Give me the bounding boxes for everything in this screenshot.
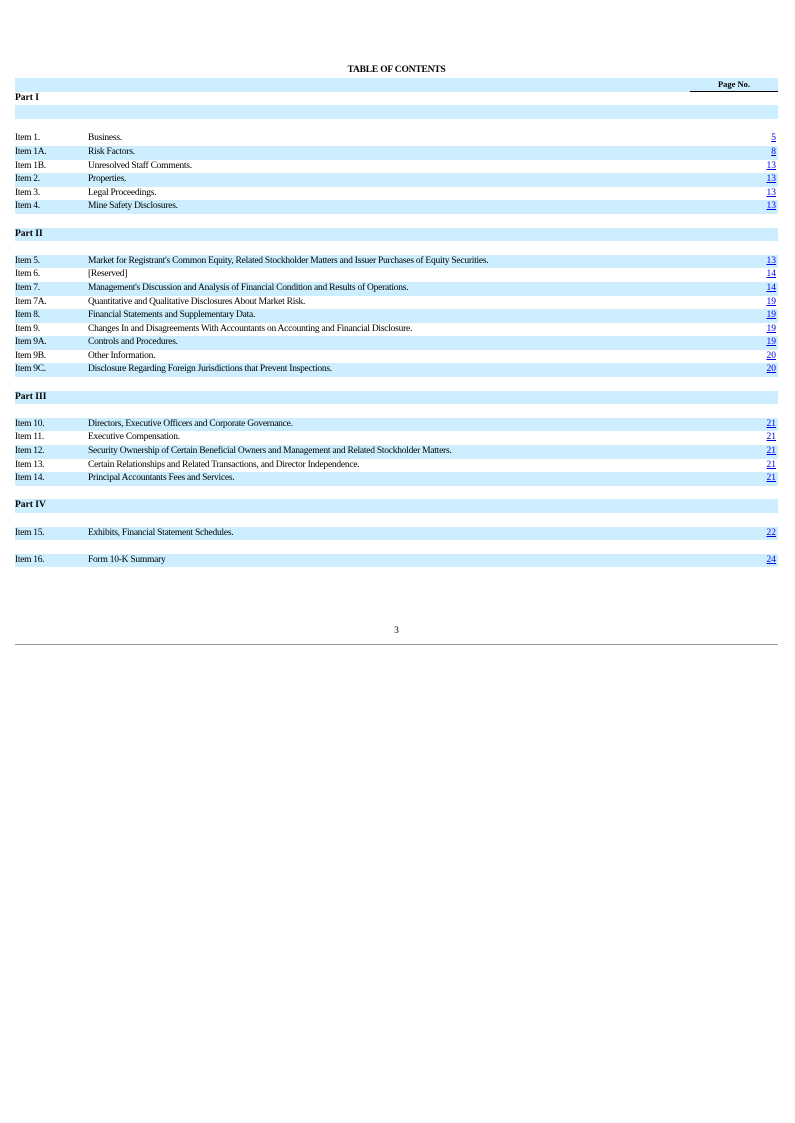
- page-link[interactable]: 21: [766, 418, 776, 429]
- item-description: Unresolved Staff Comments.: [88, 160, 192, 171]
- page-header-row: [15, 78, 778, 92]
- toc-row: [15, 418, 778, 432]
- item-description: Certain Relationships and Related Transactions, and Director Independence.: [88, 459, 360, 470]
- page-link[interactable]: 20: [766, 350, 776, 361]
- item-number: Item 4.: [15, 201, 40, 212]
- item-number: Item 12.: [15, 446, 45, 457]
- page-no-header: Page No.: [690, 78, 778, 92]
- part-heading-row: [15, 499, 778, 513]
- spacer-row: [15, 404, 778, 418]
- item-description: Management's Discussion and Analysis of Financial Condition and Results of Operations.: [88, 282, 409, 293]
- toc-row: [15, 459, 778, 473]
- spacer-row: [15, 214, 778, 228]
- page-link[interactable]: 13: [766, 160, 776, 171]
- toc-row: [15, 296, 778, 310]
- item-number: Item 7.: [15, 282, 40, 293]
- toc-row: [15, 160, 778, 174]
- page-link[interactable]: 14: [766, 269, 776, 280]
- part-heading: Part III: [15, 391, 47, 402]
- toc-row: [15, 350, 778, 364]
- toc-row: [15, 282, 778, 296]
- item-number: Item 9A.: [15, 337, 47, 348]
- page-link[interactable]: 22: [766, 527, 776, 538]
- toc-row: [15, 187, 778, 201]
- page-link[interactable]: 19: [766, 296, 776, 307]
- toc-row: [15, 268, 778, 282]
- item-number: Item 2.: [15, 174, 40, 185]
- page-link[interactable]: 20: [766, 364, 776, 375]
- page-link[interactable]: 8: [771, 146, 776, 157]
- toc-row: [15, 431, 778, 445]
- page-link[interactable]: 21: [766, 459, 776, 470]
- page-link[interactable]: 13: [766, 174, 776, 185]
- toc-row: [15, 527, 778, 541]
- toc-row: [15, 472, 778, 486]
- item-description: Business.: [88, 133, 122, 144]
- toc-table: [15, 78, 778, 567]
- page-link[interactable]: 19: [766, 323, 776, 334]
- part-heading: Part IV: [15, 500, 46, 511]
- item-number: Item 3.: [15, 187, 40, 198]
- spacer-row: [15, 377, 778, 391]
- item-description: Quantitative and Qualitative Disclosures About Market Risk.: [88, 296, 306, 307]
- part-heading-row: [15, 391, 778, 405]
- item-description: Disclosure Regarding Foreign Jurisdictions that Prevent Inspections.: [88, 364, 332, 375]
- toc-row: [15, 363, 778, 377]
- spacer-row: [15, 119, 778, 133]
- page-link[interactable]: 21: [766, 473, 776, 484]
- item-description: Risk Factors.: [88, 146, 135, 157]
- toc-title: TABLE OF CONTENTS: [347, 65, 446, 75]
- item-number: Item 1.: [15, 133, 40, 144]
- part-heading-row: [15, 92, 778, 106]
- item-description: Security Ownership of Certain Beneficial Owners and Management and Related Stockholder Matters.: [88, 446, 452, 457]
- spacer-row: [15, 105, 778, 119]
- page-link[interactable]: 13: [766, 187, 776, 198]
- item-description: Legal Proceedings.: [88, 187, 157, 198]
- page-link[interactable]: 14: [766, 282, 776, 293]
- toc-row: [15, 309, 778, 323]
- page-link[interactable]: 24: [766, 554, 776, 565]
- toc-row: [15, 554, 778, 568]
- item-description: Properties.: [88, 174, 127, 185]
- item-description: Mine Safety Disclosures.: [88, 201, 178, 212]
- item-number: Item 9B.: [15, 350, 46, 361]
- item-description: Controls and Procedures.: [88, 337, 178, 348]
- item-number: Item 15.: [15, 527, 45, 538]
- item-description: Principal Accountants Fees and Services.: [88, 473, 235, 484]
- toc-row: [15, 132, 778, 146]
- page-link[interactable]: 5: [771, 133, 776, 144]
- item-number: Item 11.: [15, 432, 44, 443]
- page-link[interactable]: 13: [766, 255, 776, 266]
- part-heading: Part I: [15, 92, 40, 103]
- item-number: Item 1A.: [15, 146, 47, 157]
- spacer-row: [15, 486, 778, 500]
- page-link[interactable]: 21: [766, 432, 776, 443]
- page-divider: [15, 644, 778, 645]
- item-description: Exhibits, Financial Statement Schedules.: [88, 527, 234, 538]
- toc-row: [15, 200, 778, 214]
- toc-row: [15, 173, 778, 187]
- item-description: Other Information.: [88, 350, 156, 361]
- item-description: Changes In and Disagreements With Accountants on Accounting and Financial Disclosure.: [88, 323, 413, 334]
- spacer-row: [15, 540, 778, 554]
- toc-row: [15, 255, 778, 269]
- item-description: Financial Statements and Supplementary Data.: [88, 310, 256, 321]
- item-number: Item 6.: [15, 269, 40, 280]
- page-link[interactable]: 21: [766, 446, 776, 457]
- part-heading-row: [15, 228, 778, 242]
- page-link[interactable]: 19: [766, 310, 776, 321]
- spacer-row: [15, 241, 778, 255]
- item-number: Item 9C.: [15, 364, 46, 375]
- item-number: Item 14.: [15, 473, 45, 484]
- item-description: [Reserved]: [88, 269, 128, 280]
- toc-row: [15, 146, 778, 160]
- page-link[interactable]: 13: [766, 201, 776, 212]
- item-description: Market for Registrant's Common Equity, Related Stockholder Matters and Issuer Purchases of Equity Securities.: [88, 255, 489, 266]
- item-number: Item 9.: [15, 323, 40, 334]
- item-description: Executive Compensation.: [88, 432, 180, 443]
- item-description: Directors, Executive Officers and Corporate Governance.: [88, 418, 293, 429]
- spacer-row: [15, 513, 778, 527]
- toc-row: [15, 323, 778, 337]
- item-description: Form 10-K Summary: [88, 554, 166, 565]
- item-number: Item 7A.: [15, 296, 47, 307]
- part-heading: Part II: [15, 228, 43, 239]
- item-number: Item 8.: [15, 310, 40, 321]
- toc-row: [15, 445, 778, 459]
- item-number: Item 1B.: [15, 160, 46, 171]
- page-link[interactable]: 19: [766, 337, 776, 348]
- toc-row: [15, 336, 778, 350]
- item-number: Item 16.: [15, 554, 45, 565]
- item-number: Item 13.: [15, 459, 45, 470]
- page-number: 3: [394, 626, 399, 636]
- item-number: Item 5.: [15, 255, 40, 266]
- item-number: Item 10.: [15, 418, 45, 429]
